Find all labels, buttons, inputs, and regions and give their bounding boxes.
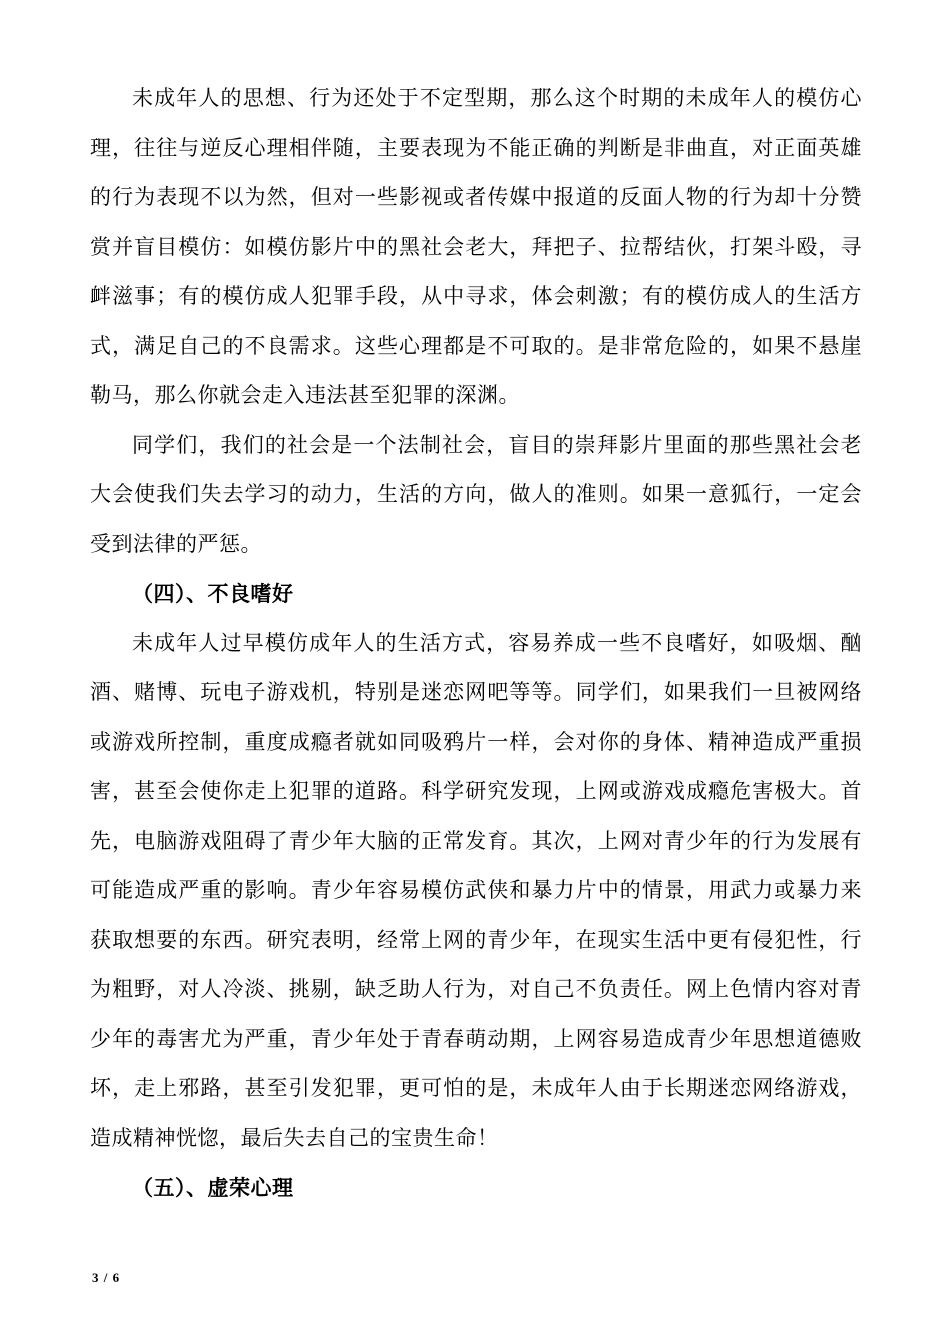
paragraph-imitation: 未成年人的思想、行为还处于不定型期，那么这个时期的未成年人的模仿心理，往往与逆反心理相伴随，主要表现为不能正确的判断是非曲直，对正面英雄的行为表现不以为然，但对一些影视或者传媒中报道的反面人物的行为却十分赞赏并盲目模仿：如模仿影片中的黑社会老大，拜把子、拉帮结伙，打架斗殴，寻衅滋事；有的模仿成人犯罪手段，从中寻求，体会刺激；有的模仿成人的生活方式，满足自己的不良需求。这些心理都是不可取的。是非常危险的，如果不悬崖勒马，那么你就会走入违法甚至犯罪的深渊。	[90, 86, 862, 407]
paragraph-bad-habits: 未成年人过早模仿成年人的生活方式，容易养成一些不良嗜好，如吸烟、酗酒、赌博、玩电子游戏机，特别是迷恋网吧等等。同学们，如果我们一旦被网络或游戏所控制，重度成瘾者就如同吸鸦片一样，会对你的身体、精神造成严重损害，甚至会使你走上犯罪的道路。科学研究发现，上网或游戏成瘾危害极大。首先，电脑游戏阻碍了青少年大脑的正常发育。其次，上网对青少年的行为发展有可能造成严重的影响。青少年容易模仿武侠和暴力片中的情景，用武力或暴力来获取想要的东西。研究表明，经常上网的青少年，在现实生活中更有侵犯性，行为粗野，对人冷淡、挑剔，缺乏助人行为，对自己不负责任。网上色情内容对青少年的毒害尤为严重，青少年处于青春萌动期，上网容易造成青少年思想道德败坏，走上邪路，甚至引发犯罪，更可怕的是，未成年人由于长期迷恋网络游戏，造成精神恍惚，最后失去自己的宝贵生命！	[90, 630, 862, 1150]
paragraph-legal-society: 同学们，我们的社会是一个法制社会，盲目的崇拜影片里面的那些黑社会老大会使我们失去学习的动力，生活的方向，做人的准则。如果一意狐行，一定会受到法律的严惩。	[90, 432, 862, 556]
document-body	[90, 74, 862, 1213]
section-heading-vanity: （五）、虚荣心理	[132, 1175, 294, 1200]
page-number: 3 / 6	[92, 1270, 121, 1285]
section-heading-bad-habits: （四）、不良嗜好	[132, 581, 294, 606]
